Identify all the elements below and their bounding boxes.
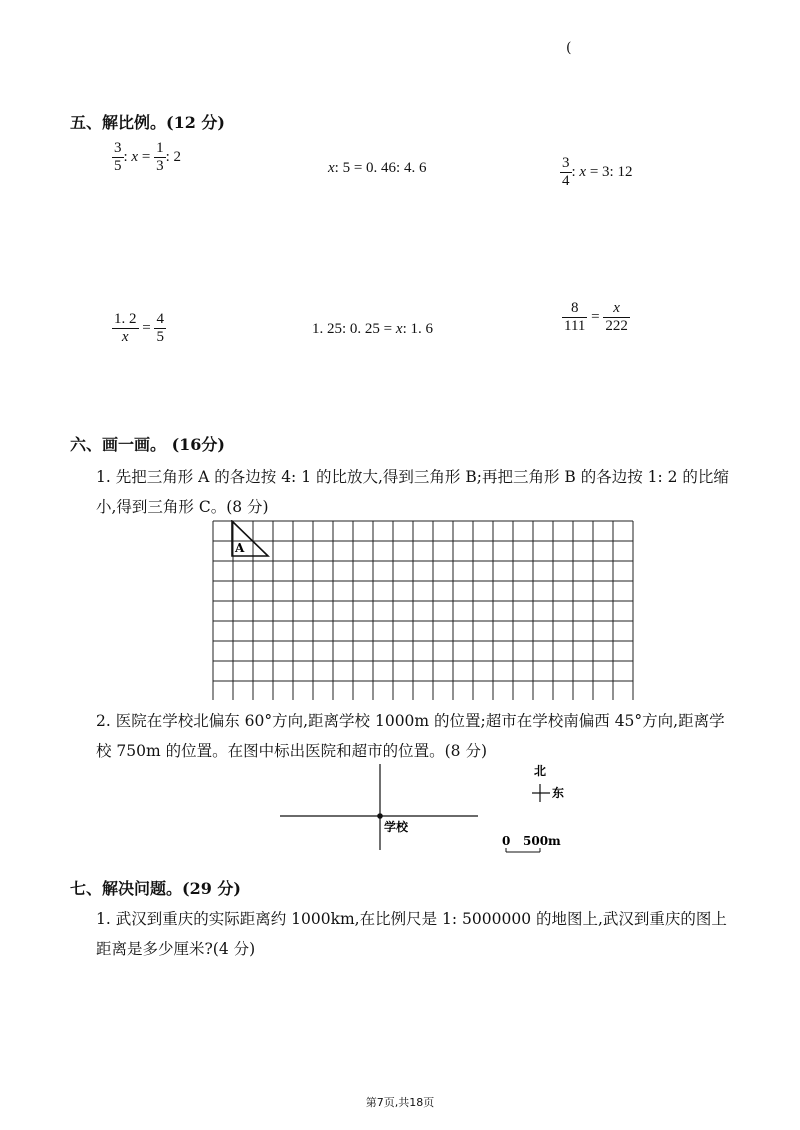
equation-6: $\frac{8}{111}$ = $\frac{x}{222}$ <box>564 300 628 334</box>
section6-question-2: 2. 医院在学校北偏东 60°方向,距离学校 1000m 的位置;超市在学校南偏西 45°方向,距离学校 750m 的位置。在图中标出医院和超市的位置。(8 分) <box>96 712 725 760</box>
north-label: 北 <box>534 764 547 778</box>
section6-question-1: 1. 先把三角形 A 的各边按 4: 1 的比放大,得到三角形 B;再把三角形 B 的各边按 1: 2 的比缩小,得到三角形 C。(8 分) <box>96 468 729 516</box>
equation-3: $\frac{3}{4}$ : x = 3: 12 <box>562 155 633 189</box>
corner-mark: ( <box>566 40 572 56</box>
drawing-grid <box>212 520 636 700</box>
east-label: 东 <box>552 786 565 800</box>
fraction: $\frac{8}{111}$ <box>564 300 586 334</box>
section6-heading: 六、画一画。 (16分) <box>70 435 225 454</box>
section5-heading: 五、解比例。(12 分) <box>70 113 225 132</box>
school-point <box>377 813 383 819</box>
section7-question-1: 1. 武汉到重庆的实际距离约 1000km,在比例尺是 1: 5000000 的地图上,武汉到重庆的图上距离是多少厘米?(4 分) <box>96 910 727 958</box>
fraction: $\frac{x}{222}$ <box>605 300 628 334</box>
section7-heading: 七、解决问题。(29 分) <box>70 879 241 898</box>
scale-zero-label: 0 <box>502 834 511 848</box>
equation-2: x: 5 = 0. 46: 4. 6 <box>328 160 427 176</box>
equation-5: 1. 25: 0. 25 = x: 1. 6 <box>312 321 433 337</box>
compass-icon <box>532 784 550 802</box>
fraction: $\frac{1}{3}$ <box>156 140 164 174</box>
scale-value-label: 500m <box>523 834 561 848</box>
fraction: $\frac{3}{5}$ <box>114 140 122 174</box>
equation-1: $\frac{3}{5}$ : x = $\frac{1}{3}$ : 2 <box>114 140 181 174</box>
triangle-a-label: A <box>235 541 245 555</box>
fraction: $\frac{1. 2}{x}$ <box>114 311 137 345</box>
location-diagram <box>270 760 580 860</box>
fraction: $\frac{3}{4}$ <box>562 155 570 189</box>
page-footer: 第7页,共18页 <box>365 1096 435 1109</box>
fraction: $\frac{4}{5}$ <box>156 311 164 345</box>
scale-bar <box>506 848 540 852</box>
equation-4: $\frac{1. 2}{x}$ = $\frac{4}{5}$ <box>114 311 164 345</box>
school-label: 学校 <box>384 820 409 834</box>
